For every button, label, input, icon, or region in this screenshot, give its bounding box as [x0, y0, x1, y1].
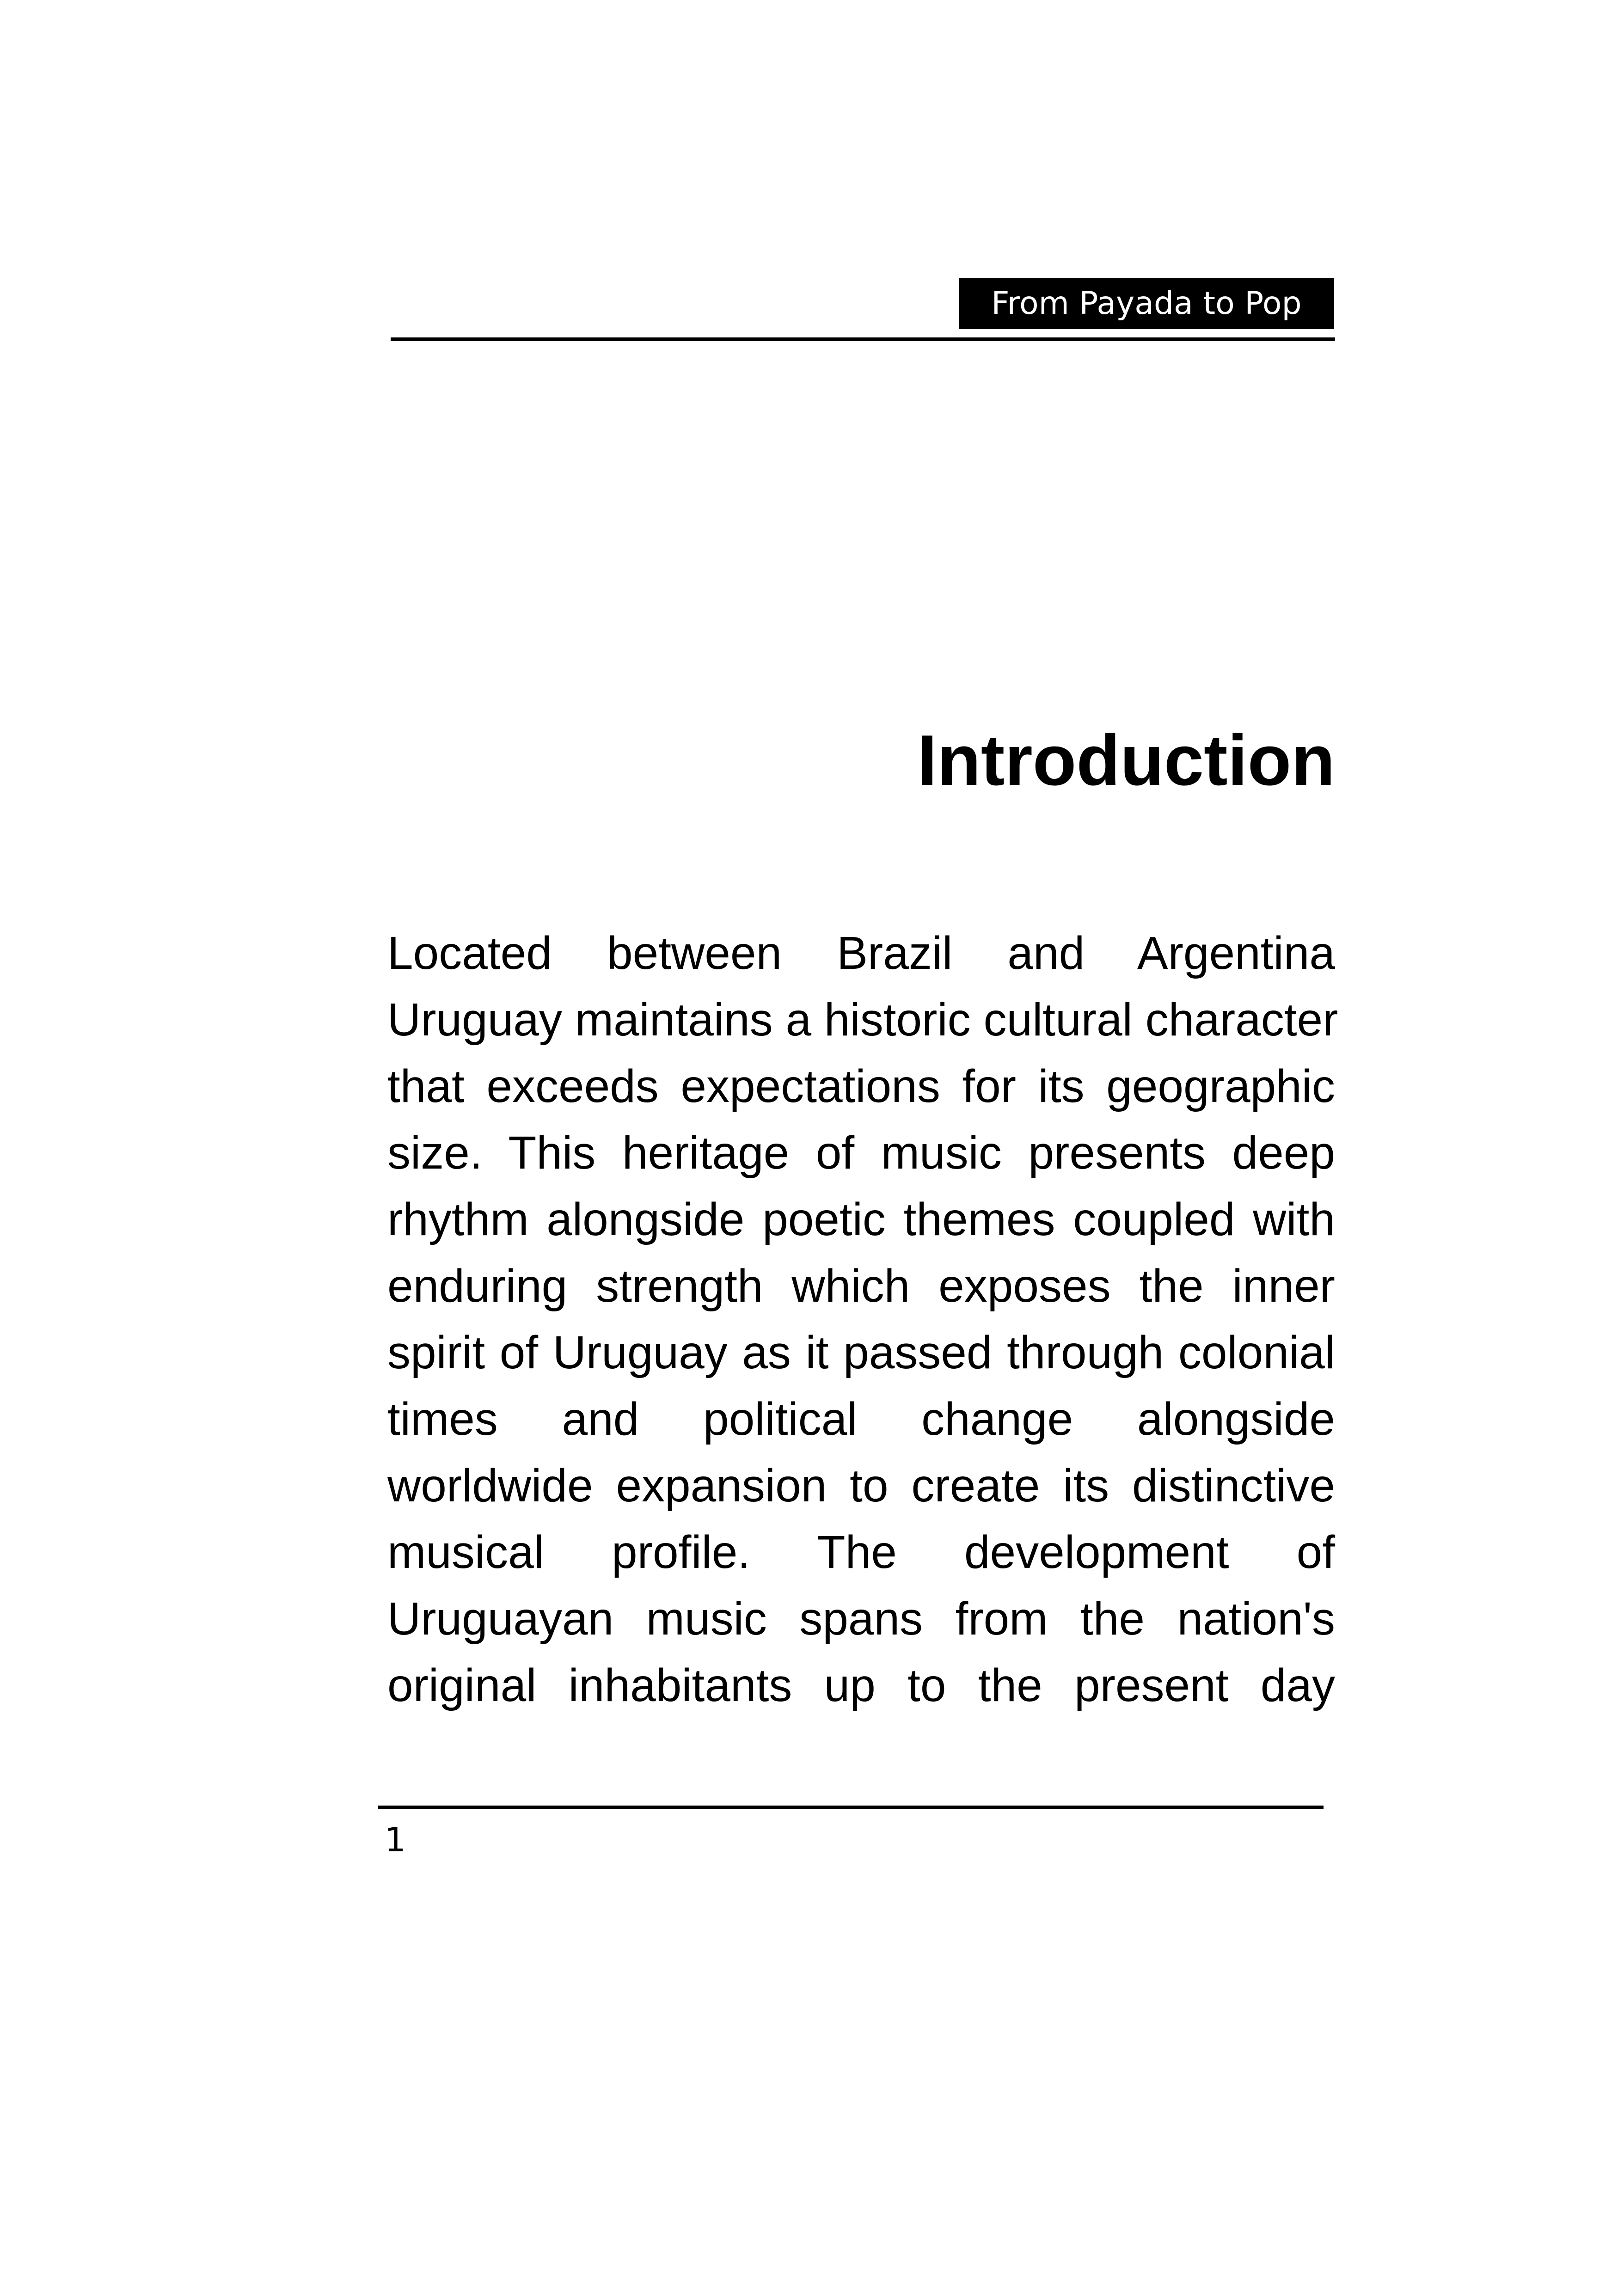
body-line: enduring strength which exposes the inner — [387, 1260, 1335, 1312]
body-line: size. This heritage of music presents deep — [387, 1127, 1335, 1179]
body-line: Uruguayan music spans from the nation's — [387, 1593, 1335, 1645]
body-line: spirit of Uruguay as it passed through colonial — [387, 1327, 1335, 1378]
body-line: musical profile. The development of — [387, 1526, 1335, 1578]
body-line: worldwide expansion to create its distinctive — [387, 1460, 1335, 1512]
footer-rule — [378, 1806, 1324, 1809]
body-line: original inhabitants up to the present day — [387, 1659, 1335, 1711]
body-text — [387, 920, 1338, 1719]
chapter-title: Introduction — [917, 720, 1335, 800]
body-line: rhythm alongside poetic themes coupled with — [387, 1194, 1335, 1245]
body-line: that exceeds expectations for its geographic — [387, 1060, 1335, 1112]
running-header: From Payada to Pop — [959, 278, 1334, 329]
header-rule — [391, 337, 1335, 341]
body-line: Located between Brazil and Argentina — [387, 927, 1335, 979]
page-number: 1 — [385, 1820, 406, 1859]
body-line: times and political change alongside — [387, 1393, 1335, 1445]
body-line: Uruguay maintains a historic cultural character — [387, 994, 1338, 1046]
